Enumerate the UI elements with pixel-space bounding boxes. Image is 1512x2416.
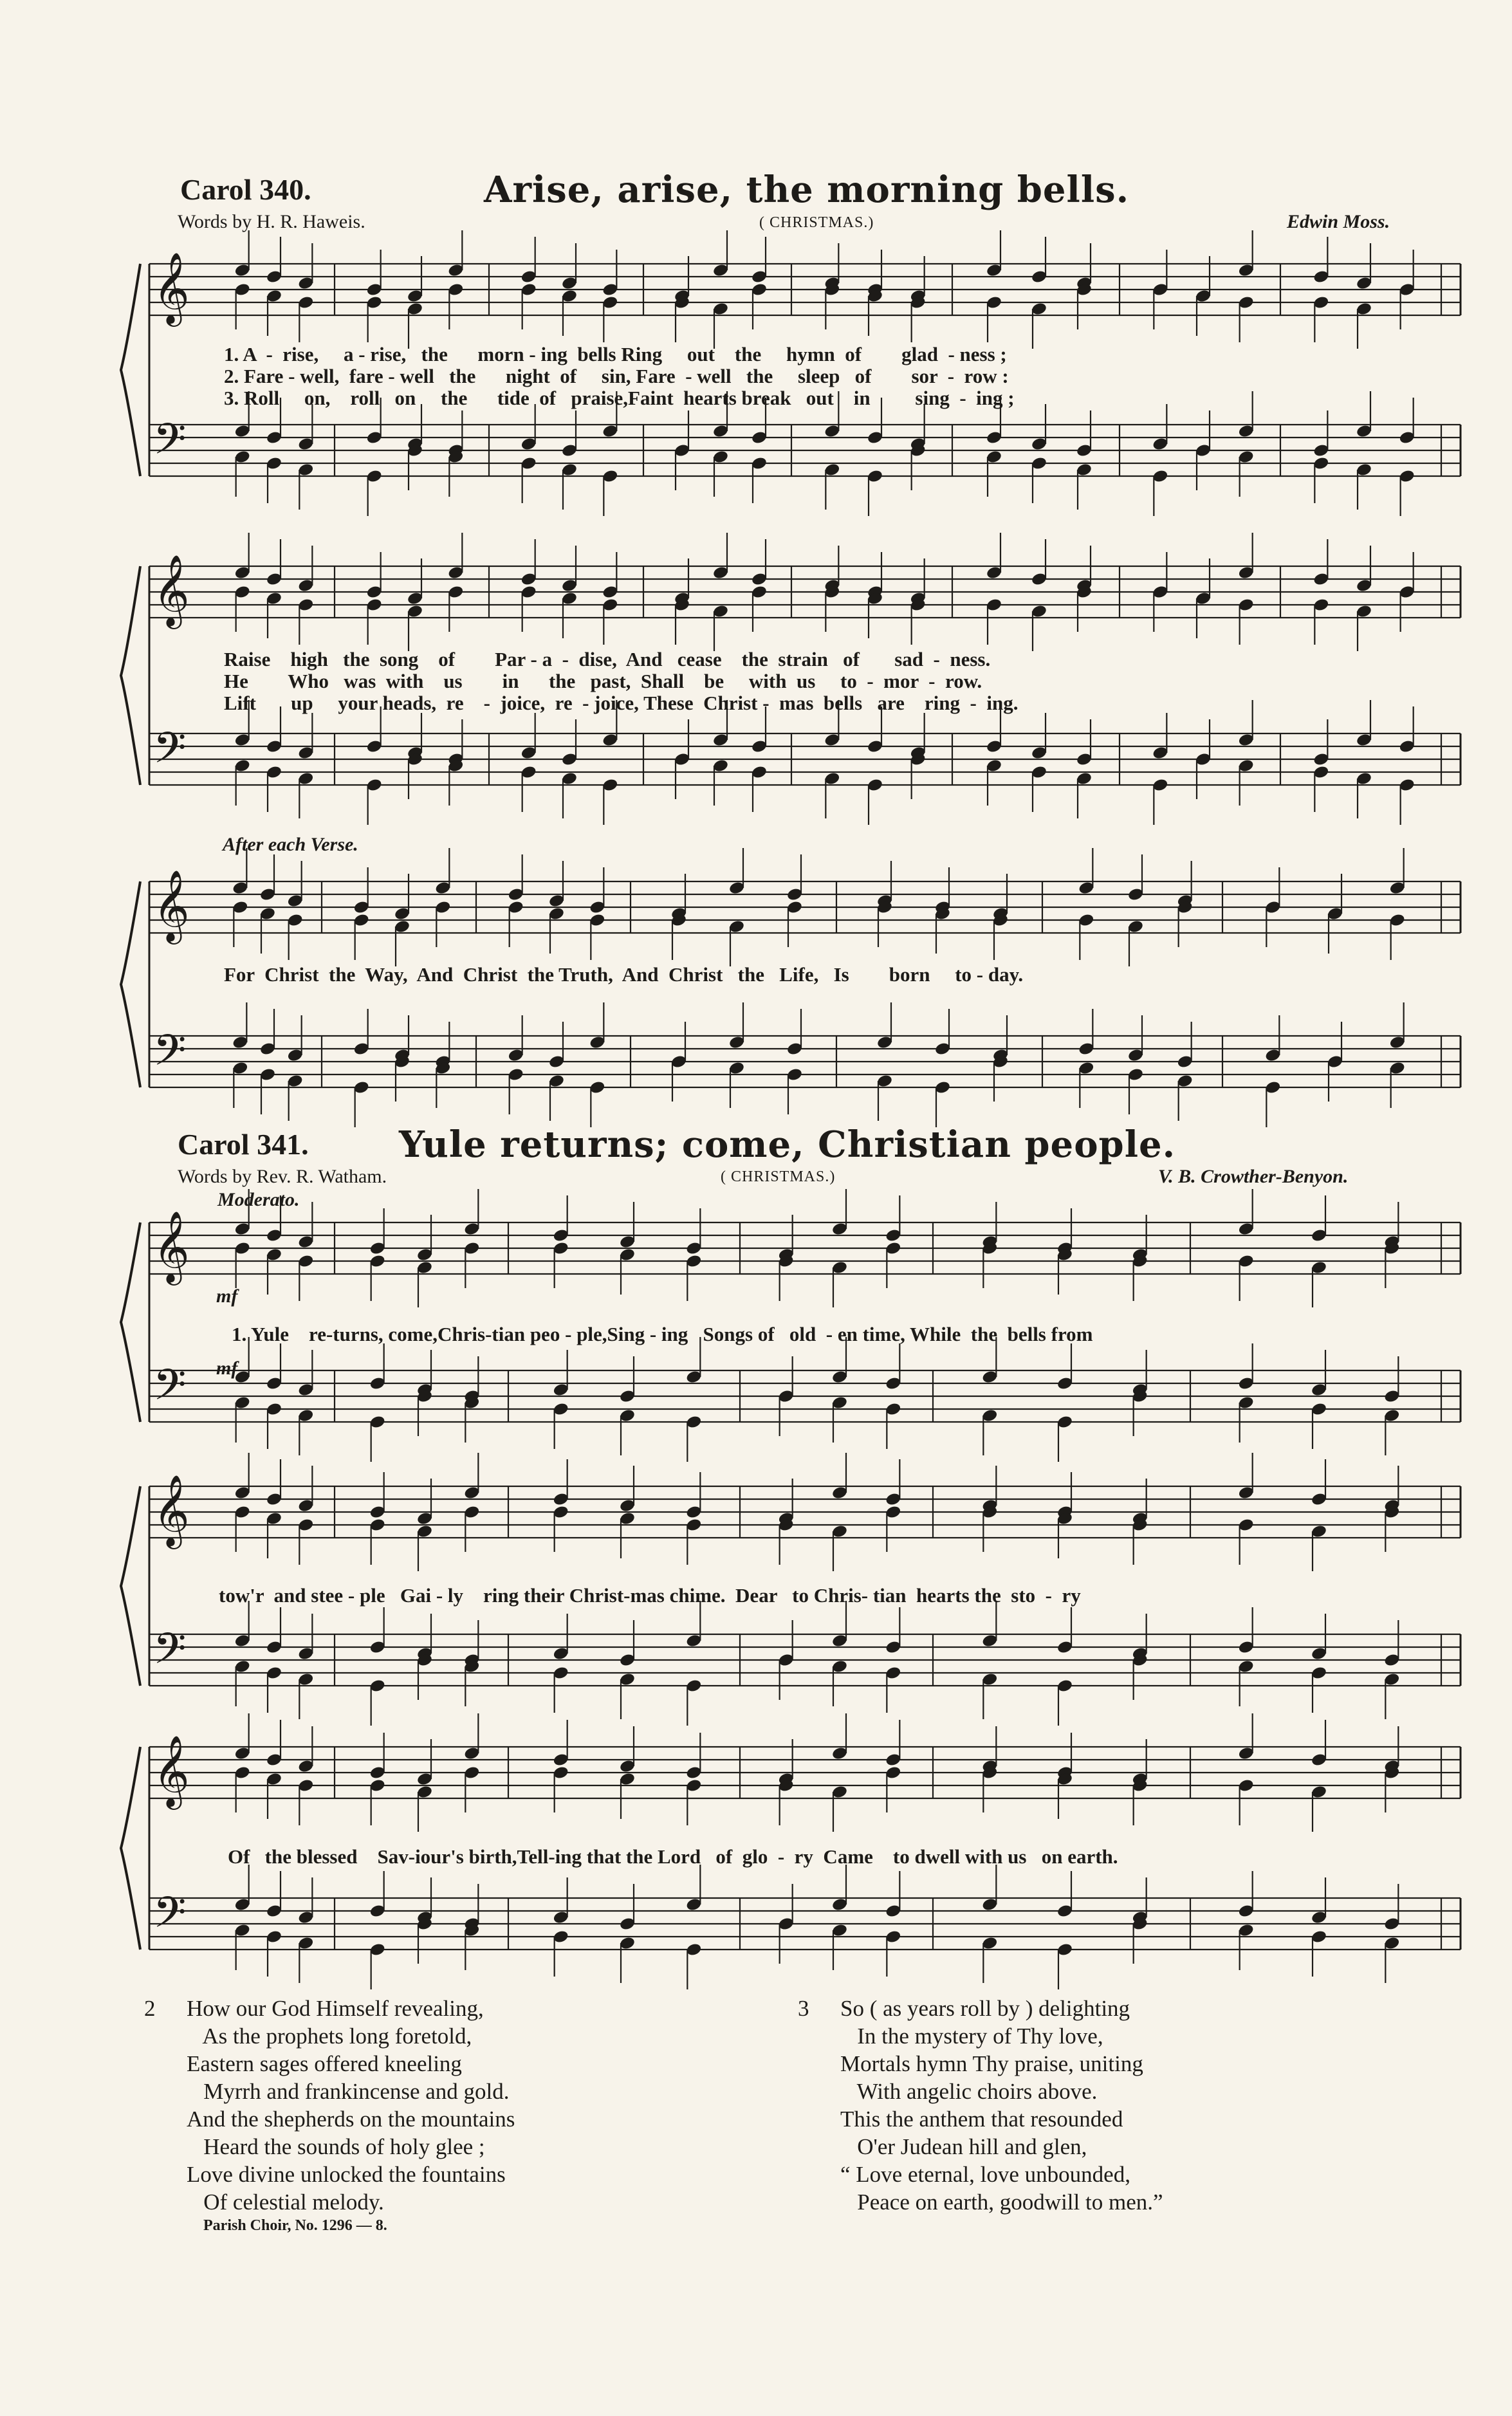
verse-2-line: And the shepherds on the mountains [187, 2107, 515, 2132]
brace [121, 881, 140, 1087]
verse-3-line: “ Love eternal, love unbounded, [840, 2162, 1130, 2187]
carol340-system2-lyric-3: Lift up your heads, re - joice, re - joice, These Christ - mas bells are ring - ing. [224, 692, 1019, 714]
publication-footer: Parish Choir, No. 1296 — 8. [203, 2217, 387, 2234]
carol340-lyric-line-1: 1. A - rise, a - rise, the morn - ing bells Ring out the hymn of glad - ness ; [224, 343, 1007, 365]
clef-icon: 𝄢 [153, 1624, 187, 1684]
carol341-words-by: Words by Rev. R. Watham. [178, 1166, 387, 1187]
verse-2-line: How our God Himself revealing, [187, 1996, 484, 2021]
verse-2-line: Myrrh and frankincense and gold. [187, 2079, 510, 2104]
clef-icon: 𝄞 [153, 1474, 190, 1546]
verse-3-line: In the mystery of Thy love, [840, 2024, 1103, 2049]
carol341-occasion: ( CHRISTMAS.) [721, 1168, 836, 1185]
carol340-title: Arise, arise, the morning bells. [484, 169, 1130, 211]
carol340-occasion: ( CHRISTMAS.) [759, 214, 874, 231]
verse-3-number: 3 [798, 1996, 809, 2021]
verse-2-line: Of celestial melody. [187, 2190, 384, 2215]
carol340-chorus-lyric: For Christ the Way, And Christ the Truth, And Christ the Life, Is born to - day. [224, 963, 1024, 986]
clef-icon: 𝄢 [153, 723, 187, 783]
clef-icon: 𝄞 [153, 1735, 190, 1807]
carol340-system2-lyric-1: Raise high the song of Par - a - dise, And cease the strain of sad - ness. [224, 648, 991, 670]
dynamic-marking-treble: mf [216, 1286, 238, 1307]
carol341-lyric-line-3: Of the blessed Sav-iour's birth,Tell-ing that the Lord of glo - ry Came to dwell with us on earth. [228, 1845, 1118, 1868]
verse-3-line: So ( as years roll by ) delighting [840, 1996, 1130, 2021]
carol340-system2-lyric-2: He Who was with us in the past, Shall be with us to - mor - row. [224, 670, 982, 692]
verse-3 [840, 1995, 1163, 2216]
verse-2-line: Eastern sages offered kneeling [187, 2051, 462, 2076]
carol341-composer: V. B. Crowther-Benyon. [1158, 1166, 1349, 1187]
clef-icon: 𝄞 [153, 1210, 190, 1282]
clef-icon: 𝄞 [153, 869, 190, 941]
carol340-lyric-line-2: 2. Fare - well, fare - well the night of sin, Fare - well the sleep of sor - row : [224, 365, 1009, 387]
clef-icon: 𝄞 [153, 252, 190, 324]
verse-3-line: Mortals hymn Thy praise, uniting [840, 2051, 1143, 2076]
carol340-composer: Edwin Moss. [1287, 211, 1390, 232]
carol340-lyric-line-3: 3. Roll on, roll on the tide of praise,Faint hearts break out in sing - ing ; [224, 387, 1015, 409]
carol341-number: Carol 341. [178, 1128, 309, 1161]
carol341-title: Yule returns; come, Christian people. [399, 1123, 1176, 1166]
dynamic-marking-bass: mf [216, 1358, 238, 1379]
brace [121, 264, 140, 476]
verse-3-line: O'er Judean hill and glen, [840, 2134, 1087, 2159]
verse-2-number: 2 [144, 1996, 156, 2021]
verse-2 [187, 1995, 515, 2216]
clef-icon: 𝄞 [153, 554, 190, 626]
verse-3-line: Peace on earth, goodwill to men.” [840, 2190, 1163, 2215]
clef-icon: 𝄢 [153, 414, 187, 474]
brace [121, 1222, 140, 1422]
carol341-lyric-line-1: 1. Yule re-turns, come,Chris-tian peo - ple,Sing - ing Songs of old - en time, While the bells from [232, 1323, 1093, 1345]
verse-2-line: As the prophets long foretold, [187, 2024, 472, 2049]
brace [121, 1747, 140, 1950]
carol340-number: Carol 340. [180, 173, 311, 206]
verse-3-line: This the anthem that resounded [840, 2107, 1123, 2132]
clef-icon: 𝄢 [153, 1888, 187, 1948]
clef-icon: 𝄢 [153, 1360, 187, 1420]
tempo-marking: Moderato. [217, 1189, 300, 1210]
brace [121, 1486, 140, 1686]
brace [121, 566, 140, 785]
carol340-words-by: Words by H. R. Haweis. [178, 211, 365, 232]
carol341-lyric-line-2: tow'r and stee - ple Gai - ly ring their Christ-mas chime. Dear to Chris- tian hearts the sto - ry [219, 1584, 1081, 1607]
verse-2-line: Heard the sounds of holy glee ; [187, 2134, 485, 2159]
clef-icon: 𝄢 [153, 1026, 187, 1085]
after-each-verse-label: After each Verse. [223, 834, 358, 855]
verse-2-line: Love divine unlocked the fountains [187, 2162, 506, 2187]
verse-3-line: With angelic choirs above. [840, 2079, 1098, 2104]
